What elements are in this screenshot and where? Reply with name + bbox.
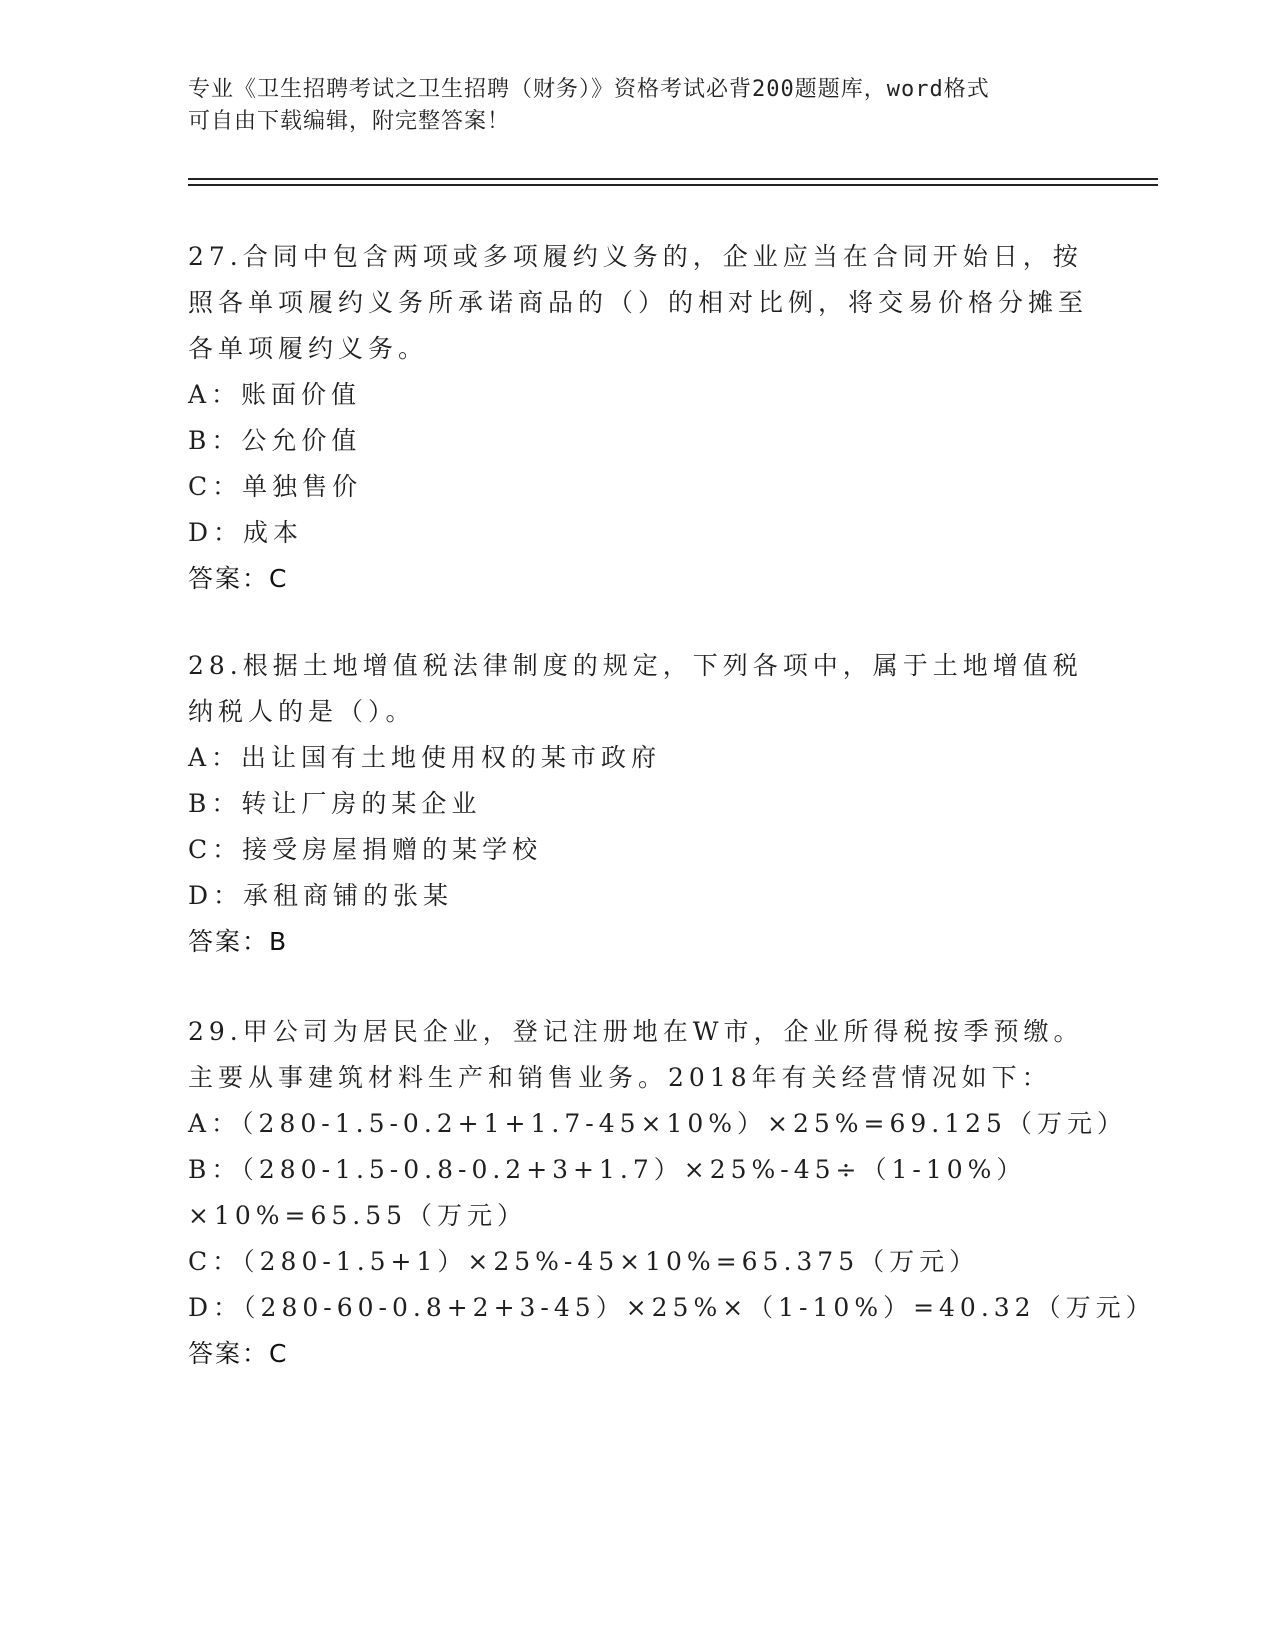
option-c: C：单独售价 — [188, 472, 363, 501]
option-a: A：（280-1.5-0.2+1+1.7-45×10%）×25%=69.125（万元） — [188, 1109, 1127, 1138]
question-29 — [188, 1009, 1156, 1377]
option-d: D：承租商铺的张某 — [188, 881, 454, 910]
header-line-1: 专业《卫生招聘考试之卫生招聘（财务）》资格考试必背200题题库，word格式 — [188, 77, 990, 102]
question-stem: 28.根据土地增值税法律制度的规定，下列各项中，属于土地增值税纳税人的是（）。 — [188, 651, 1083, 726]
question-28 — [188, 643, 1088, 965]
option-b: B：（280-1.5-0.8-0.2+3+1.7）×25%-45÷（1-10%）×10%=65.55（万元） — [188, 1155, 1027, 1230]
question-stem: 27.合同中包含两项或多项履约义务的，企业应当在合同开始日，按照各单项履约义务所承诺商品的（）的相对比例，将交易价格分摊至各单项履约义务。 — [188, 242, 1089, 363]
answer: 答案：B — [188, 927, 289, 956]
option-c: C：接受房屋捐赠的某学校 — [188, 835, 543, 864]
question-27 — [188, 234, 1088, 602]
question-stem: 29.甲公司为居民企业，登记注册地在W市，企业所得税按季预缴。主要从事建筑材料生产和销售业务。2018年有关经营情况如下： — [188, 1017, 1084, 1092]
option-d: D：（280-60-0.8+2+3-45）×25%×（1-10%）=40.32（万元） — [188, 1293, 1156, 1322]
header-divider-top — [188, 178, 1158, 180]
document-header — [188, 74, 1088, 138]
option-d: D：成本 — [188, 518, 304, 547]
header-line-2: 可自由下载编辑，附完整答案！ — [188, 109, 511, 134]
option-b: B：公允价值 — [188, 426, 362, 455]
option-a: A：出让国有土地使用权的某市政府 — [188, 743, 662, 772]
option-c: C：（280-1.5+1）×25%-45×10%=65.375（万元） — [188, 1247, 980, 1276]
option-a: A：账面价值 — [188, 380, 362, 409]
answer: 答案：C — [188, 1339, 289, 1368]
answer: 答案：C — [188, 564, 289, 593]
option-b: B：转让厂房的某企业 — [188, 789, 482, 818]
header-divider-bottom — [188, 184, 1158, 186]
